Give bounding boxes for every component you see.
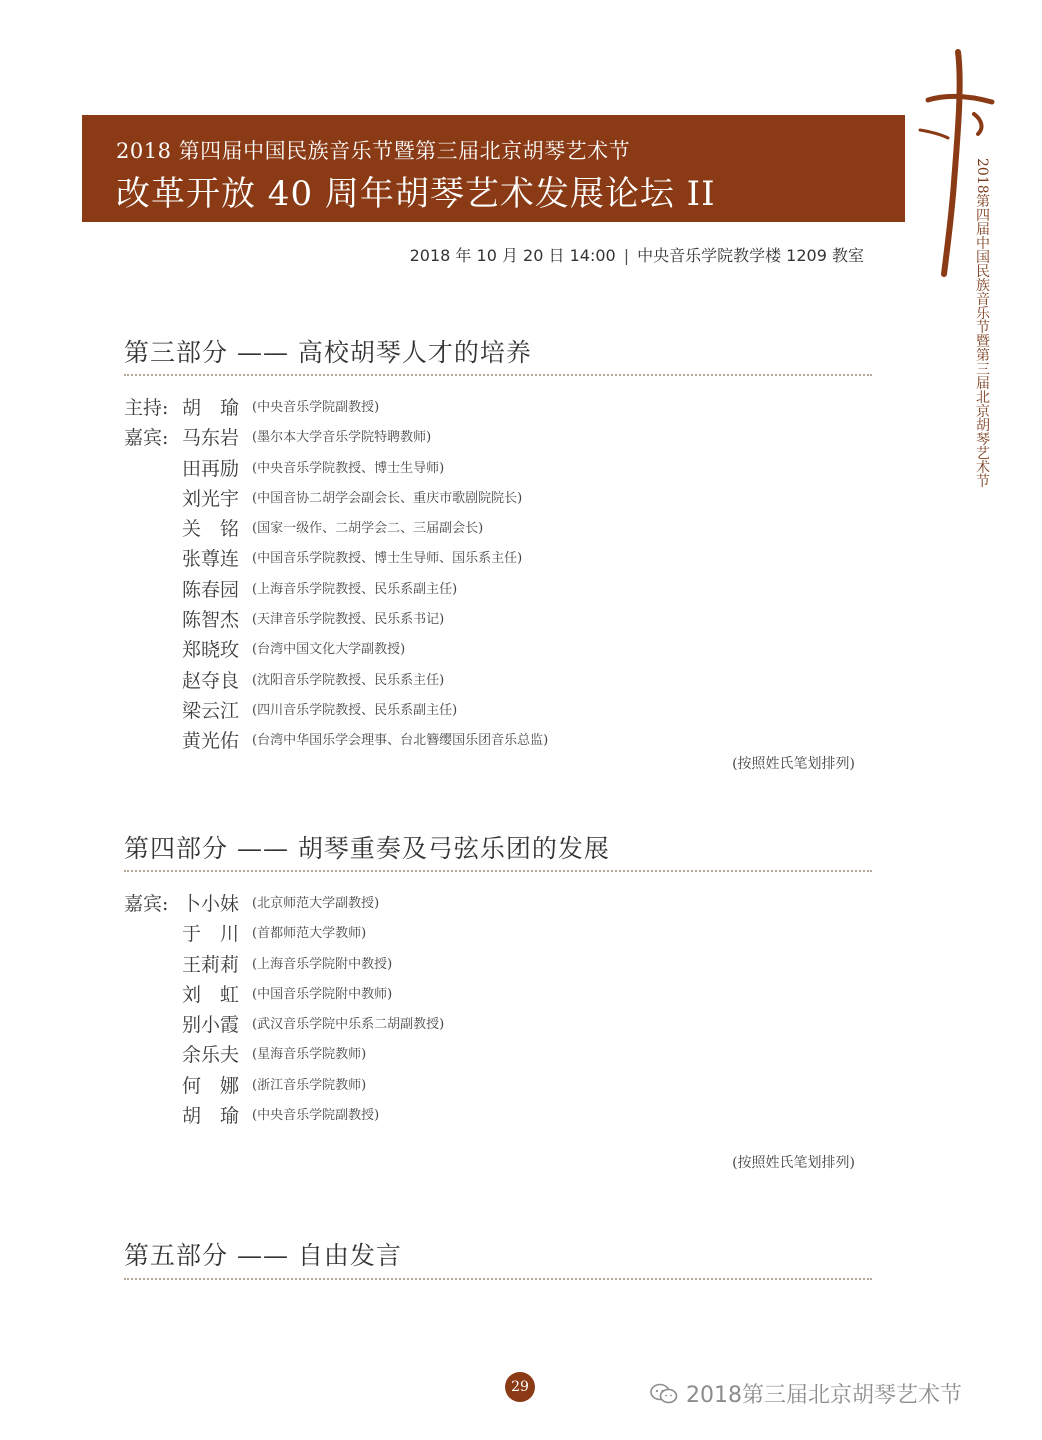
participant-affiliation: (上海音乐学院教授、民乐系副主任) [252, 581, 458, 597]
participant-name: 余乐夫 [182, 1044, 240, 1067]
participant-affiliation: (北京师范大学副教授) [252, 896, 380, 911]
participant-affiliation: (台湾中华国乐学会理事、台北簪缨国乐团音乐总监) [252, 733, 549, 749]
section-5-title: 第五部分 —— 自由发言 [124, 1241, 402, 1270]
participant-row [124, 544, 548, 574]
participant-row [124, 1071, 444, 1101]
section-3-divider [124, 374, 872, 376]
participant-role: 主持: [124, 397, 169, 419]
participant-name: 别小霞 [182, 1014, 240, 1037]
participant-name: 刘光宇 [182, 487, 240, 510]
wechat-icon [650, 1383, 678, 1405]
page-number: 29 [505, 1372, 535, 1402]
participant-name: 胡 瑜 [182, 397, 240, 419]
participant-row [124, 1101, 444, 1131]
watermark [650, 1378, 962, 1409]
participant-name: 关 铭 [182, 518, 240, 541]
participant-row [124, 666, 548, 696]
section-4-note: (按照姓氏笔划排列) [732, 1155, 855, 1171]
participant-affiliation: (首都师范大学教师) [252, 926, 367, 942]
participant-affiliation: (中央音乐学院副教授) [252, 1108, 380, 1124]
participant-row [124, 605, 548, 635]
section-4-divider [124, 870, 872, 872]
participant-affiliation: (沈阳音乐学院教授、民乐系主任) [252, 672, 445, 688]
participant-affiliation: (中央音乐学院副教授) [252, 400, 380, 415]
participant-affiliation: (台湾中国文化大学副教授) [252, 642, 406, 658]
section-3-title: 第三部分 —— 高校胡琴人才的培养 [124, 338, 532, 367]
participant-affiliation: (上海音乐学院附中教授) [252, 956, 393, 972]
section-3-participants [124, 393, 548, 757]
participant-row [124, 950, 444, 980]
participant-row [124, 889, 444, 919]
event-datetime: 2018 年 10 月 20 日 14:00 [409, 246, 616, 265]
participant-affiliation: (天津音乐学院教授、民乐系书记) [252, 612, 445, 628]
participant-name: 陈智杰 [182, 609, 240, 632]
participant-affiliation: (武汉音乐学院中乐系二胡副教授) [252, 1017, 445, 1033]
participant-row [124, 423, 548, 453]
participant-role: 嘉宾: [124, 893, 169, 915]
participant-row [124, 393, 548, 423]
section-4-title: 第四部分 —— 胡琴重奏及弓弦乐团的发展 [124, 834, 610, 863]
section-3-note: (按照姓氏笔划排列) [732, 756, 855, 772]
participant-name: 王莉莉 [182, 953, 240, 976]
participant-row [124, 514, 548, 544]
meta-separator: | [623, 246, 630, 265]
participant-row [124, 1010, 444, 1040]
participant-name: 何 娜 [182, 1074, 240, 1097]
event-venue: 中央音乐学院教学楼 1209 教室 [637, 246, 864, 265]
participant-name: 黄光佑 [182, 730, 240, 753]
participant-row [124, 454, 548, 484]
vertical-festival-title: 2018第四届中国民族音乐节暨第三届北京胡琴艺术节 [974, 158, 990, 488]
participant-name: 卜小妹 [182, 893, 240, 915]
participant-row [124, 980, 444, 1010]
participant-name: 陈春园 [182, 578, 240, 601]
header-banner [82, 115, 905, 222]
participant-affiliation: (墨尔本大学音乐学院特聘教师) [252, 430, 432, 446]
participant-row [124, 1040, 444, 1070]
participant-affiliation: (中国音乐学院教授、博士生导师、国乐系主任) [252, 551, 523, 567]
participant-affiliation: (国家一级作、二胡学会二、三届副会长) [252, 521, 484, 537]
participant-affiliation: (星海音乐学院教师) [252, 1047, 367, 1063]
participant-row [124, 919, 444, 949]
section-5-divider [124, 1278, 872, 1280]
banner-subtitle: 2018 第四届中国民族音乐节暨第三届北京胡琴艺术节 [116, 139, 631, 163]
participant-name: 赵夺良 [182, 669, 240, 692]
participant-row [124, 484, 548, 514]
participant-row [124, 726, 548, 756]
participant-row [124, 575, 548, 605]
banner-title: 改革开放 40 周年胡琴艺术发展论坛 II [116, 174, 716, 214]
participant-affiliation: (四川音乐学院教授、民乐系副主任) [252, 702, 458, 718]
participant-row [124, 696, 548, 726]
participant-name: 郑晓玫 [182, 639, 240, 662]
participant-affiliation: (中央音乐学院教授、博士生导师) [252, 460, 445, 476]
participant-name: 于 川 [182, 923, 240, 946]
participant-name: 张尊连 [182, 548, 240, 571]
section-4-participants [124, 889, 444, 1131]
watermark-text: 2018第三届北京胡琴艺术节 [686, 1383, 962, 1408]
participant-row [124, 635, 548, 665]
participant-name: 马东岩 [182, 427, 240, 450]
participant-affiliation: (浙江音乐学院教师) [252, 1077, 367, 1093]
participant-affiliation: (中国音协二胡学会副会长、重庆市歌剧院院长) [252, 490, 523, 506]
participant-affiliation: (中国音乐学院附中教师) [252, 986, 393, 1002]
event-meta [410, 243, 864, 266]
participant-name: 梁云江 [182, 699, 240, 722]
participant-name: 刘 虹 [182, 983, 240, 1006]
participant-role: 嘉宾: [124, 427, 169, 450]
participant-name: 田再励 [182, 457, 240, 480]
participant-name: 胡 瑜 [182, 1105, 240, 1128]
